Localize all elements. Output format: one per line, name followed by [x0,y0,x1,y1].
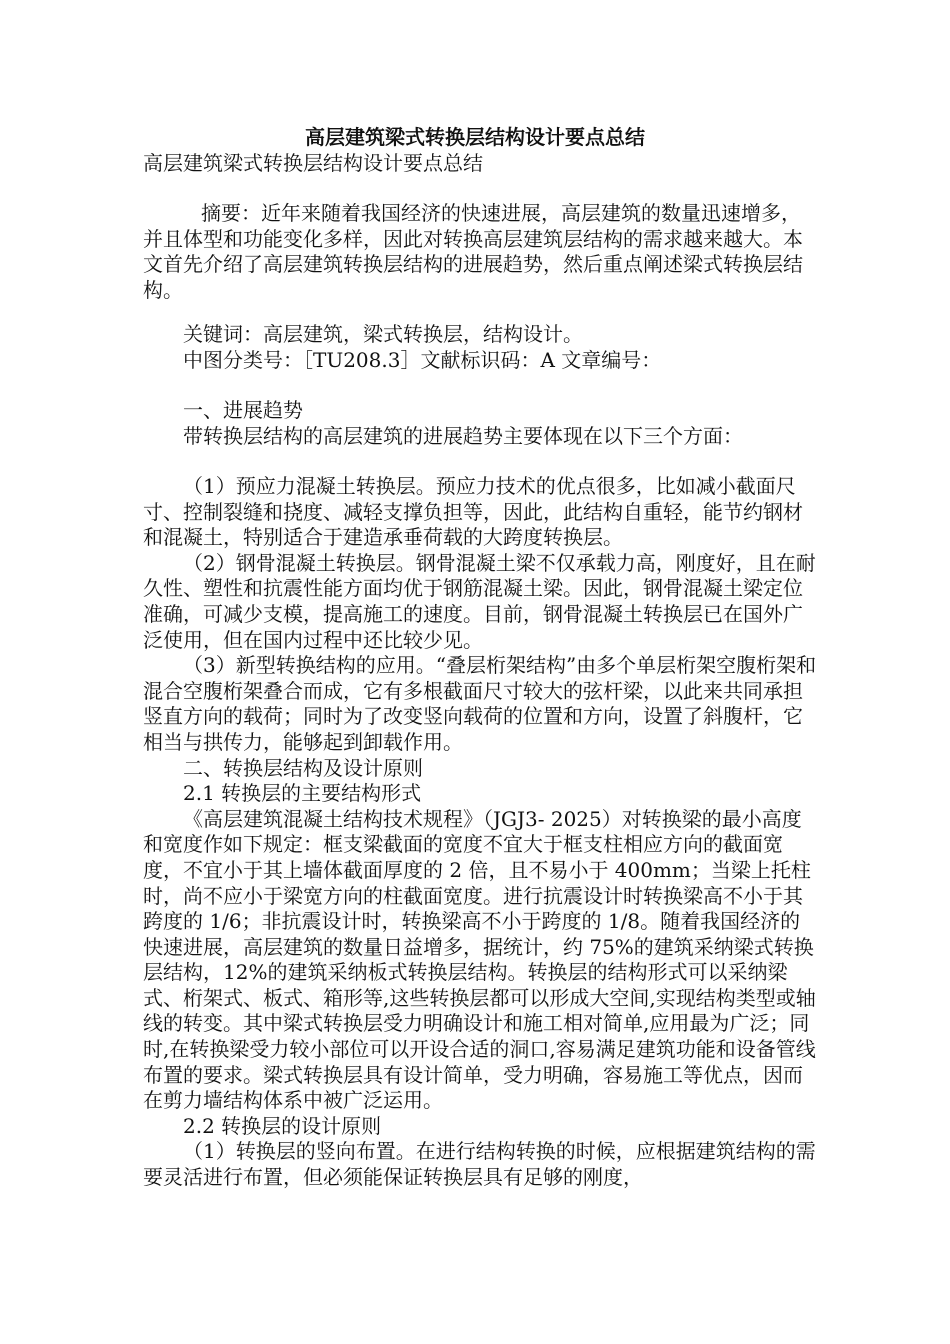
point-1-paragraph: （1）预应力混凝土转换层。预应力技术的优点很多，比如减小截面尺寸、控制裂缝和挠度、减轻支撑负担等，因此，此结构自重轻，能节约钢材和混凝土，特别适合于建造承垂荷载的大跨度转换层。 [143,474,803,550]
abstract-block [143,201,818,303]
section2-1-body: 《高层建筑混凝土结构技术规程》（JGJ3- 2025）对转换梁的最小高度和宽度作如下规定：框支梁截面的宽度不宜大于框支柱相应方向的截面宽度，不宜小于其上墙体截面厚度的 2 倍，且不易小于 400mm；当梁上托柱时，尚不应小于梁宽方向的柱截面宽度。进行抗震设计时转换梁高不小于其跨度的 1/6；非抗震设计时，转换梁高不小于跨度的 1/8。随着我国经济的快速进展，高层建筑的数量日益增多，据统计，约 75%的建筑采纳梁式转换层结构，12%的建筑采纳板式转换层结构。转换层的结构形式可以采纳梁式、桁架式、板式、箱形等,这些转换层都可以形成大空间,实现结构类型或轴线的转变。其中梁式转换层受力明确设计和施工相对简单,应用最为广泛；同时,在转换梁受力较小部位可以开设合适的洞口,容易满足建筑功能和设备管线布置的要求。梁式转换层具有设计简单，受力明确，容易施工等优点，因而在剪力墙结构体系中被广泛运用。 [143,806,816,1113]
point-2-paragraph: （2）钢骨混凝土转换层。钢骨混凝土梁不仅承载力高，刚度好，且在耐久性、塑性和抗震性能方面均优于钢筋混凝土梁。因此，钢骨混凝土梁定位准确，可减少支模，提高施工的速度。目前，钢骨混凝土转换层已在国外广泛使用，但在国内过程中还比较少见。 [143,550,816,652]
section1-heading: 一、进展趋势 [183,398,303,422]
section2-2-body: （1）转换层的竖向布置。在进行结构转换的时候，应根据建筑结构的需要灵活进行布置，但必须能保证转换层具有足够的刚度， [143,1139,816,1190]
document-title: 高层建筑梁式转换层结构设计要点总结 [305,125,645,149]
section2-2-heading: 2.2 转换层的设计原则 [183,1113,382,1138]
classification-line: 中图分类号：［TU208.3］文献标识码：A 文章编号： [183,347,662,372]
abstract-paragraph: 摘要：近年来随着我国经济的快速进展，高层建筑的数量迅速增多，并且体型和功能变化多样，因此对转换高层建筑层结构的需求越来越大。本文首先介绍了高层建筑转换层结构的进展趋势，然后重点阐述梁式转换层结构。 [143,201,803,302]
body-block [143,398,818,449]
subtitle-block [143,151,818,177]
body-block-2 [143,474,818,1191]
keywords-block [143,322,818,373]
keywords-line: 关键词：高层建筑，梁式转换层，结构设计。 [183,322,583,346]
document-subtitle: 高层建筑梁式转换层结构设计要点总结 [143,151,483,175]
section2-1-heading: 2.1 转换层的主要结构形式 [183,781,422,806]
point-3-paragraph: （3）新型转换结构的应用。“叠层桁架结构”由多个单层桁架空腹桁架和混合空腹桁架叠合而成，它有多根截面尺寸较大的弦杆梁，以此来共同承担竖直方向的载荷；同时为了改变竖向载荷的位置和方向，设置了斜腹杆，它相当与拱传力，能够起到卸载作用。 [143,653,817,754]
section1-intro: 带转换层结构的高层建筑的进展趋势主要体现在以下三个方面： [183,423,743,448]
section2-heading: 二、转换层结构及设计原则 [183,755,423,780]
